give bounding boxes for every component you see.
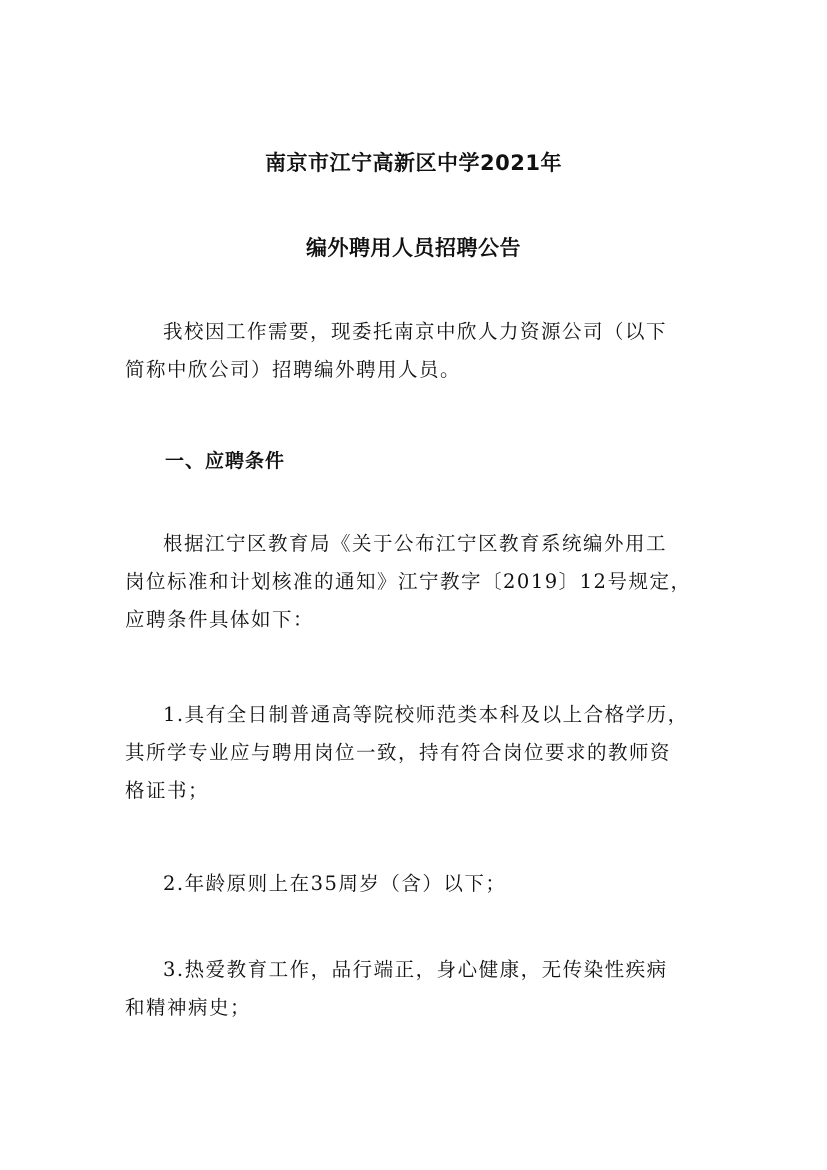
section1-intro-paragraph	[125, 525, 710, 639]
condition-item-3-line-2: 和精神病史；	[125, 996, 252, 1019]
document-title-line-1: 南京市江宁高新区中学2021年	[265, 151, 562, 175]
condition-item-3	[125, 951, 710, 1027]
condition-item-2	[125, 865, 710, 903]
section-heading-conditions: 一、应聘条件	[165, 450, 286, 472]
intro-line-2: 简称中欣公司）招聘编外聘用人员。	[125, 358, 462, 381]
section1-intro-line-2: 岗位标准和计划核准的通知》江宁教字〔2019〕12号规定，	[125, 570, 692, 593]
section1-intro-line-3: 应聘条件具体如下：	[125, 608, 315, 631]
condition-item-1-line-1: 1.具有全日制普通高等院校师范类本科及以上合格学历，	[163, 703, 689, 726]
section1-intro-line-1: 根据江宁区教育局《关于公布江宁区教育系统编外用工	[163, 532, 668, 555]
condition-item-1-line-2: 其所学专业应与聘用岗位一致，持有符合岗位要求的教师资	[125, 741, 672, 764]
document-title-line-2: 编外聘用人员招聘公告	[306, 236, 521, 260]
condition-item-3-line-1: 3.热爱教育工作，品行端正，身心健康，无传染性疾病	[163, 958, 668, 981]
condition-item-2-line-1: 2.年龄原则上在35周岁（含）以下；	[163, 872, 507, 895]
intro-paragraph	[125, 313, 710, 389]
intro-line-1: 我校因工作需要，现委托南京中欣人力资源公司（以下	[163, 320, 668, 343]
condition-item-1-line-3: 格证书；	[125, 779, 210, 802]
condition-item-1	[125, 696, 710, 810]
